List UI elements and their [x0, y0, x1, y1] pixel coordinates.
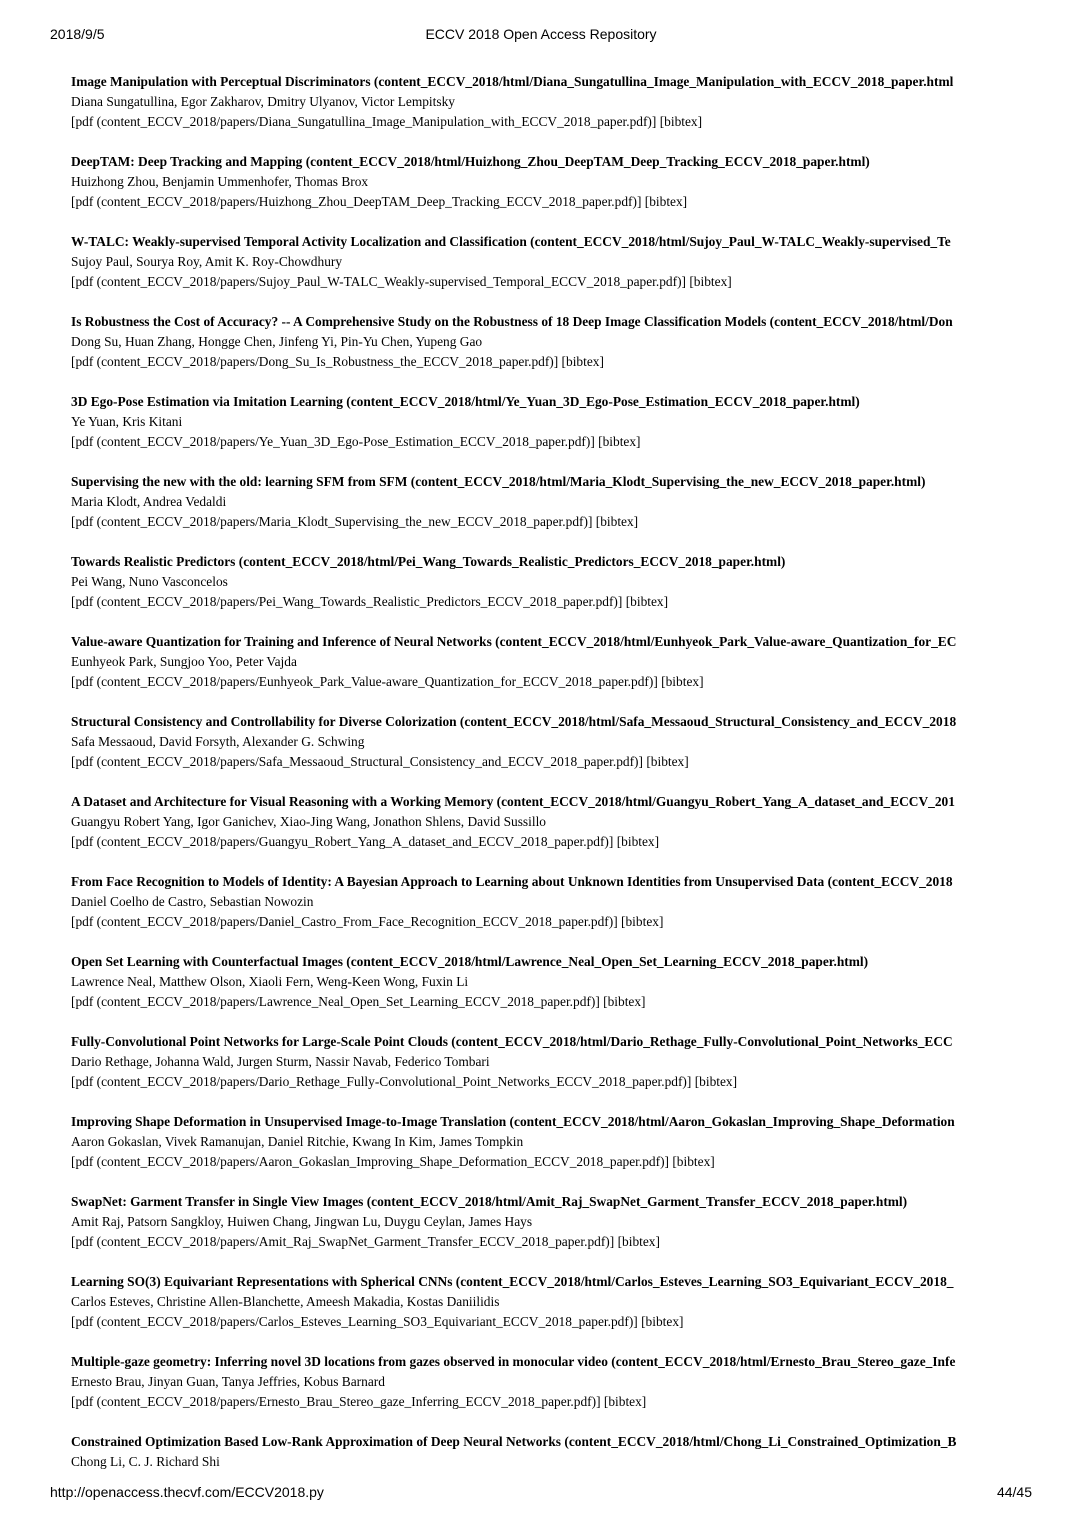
paper-authors: Eunhyeok Park, Sungjoo Yoo, Peter Vajda [71, 654, 297, 669]
paper-entry [71, 72, 1032, 152]
paper-title-link[interactable]: Supervising the new with the old: learning SFM from SFM (content_ECCV_2018/html/Maria_Klodt_Supervising_the_new_ECCV_2018_paper.html) [71, 474, 926, 489]
page-number: 44/45 [996, 1484, 1032, 1500]
paper-authors: Huizhong Zhou, Benjamin Ummenhofer, Thomas Brox [71, 174, 369, 189]
paper-title-link[interactable]: DeepTAM: Deep Tracking and Mapping (content_ECCV_2018/html/Huizhong_Zhou_DeepTAM_Deep_Tracking_ECCV_2018_paper.html) [71, 154, 870, 169]
paper-links[interactable]: [pdf (content_ECCV_2018/papers/Guangyu_Robert_Yang_A_dataset_and_ECCV_2018_paper.pdf)] [bibtex] [71, 834, 660, 849]
paper-entry [71, 552, 1032, 632]
paper-authors: Diana Sungatullina, Egor Zakharov, Dmitry Ulyanov, Victor Lempitsky [71, 94, 455, 109]
paper-title-link[interactable]: Fully-Convolutional Point Networks for Large-Scale Point Clouds (content_ECCV_2018/html/Dario_Rethage_Fully-Convolutional_Point_Networks_ECC [71, 1034, 953, 1049]
paper-authors: Guangyu Robert Yang, Igor Ganichev, Xiao-Jing Wang, Jonathon Shlens, David Sussillo [71, 814, 546, 829]
paper-title-link[interactable]: 3D Ego-Pose Estimation via Imitation Learning (content_ECCV_2018/html/Ye_Yuan_3D_Ego-Pose_Estimation_ECCV_2018_paper.html) [71, 394, 860, 409]
paper-authors: Dario Rethage, Johanna Wald, Jurgen Sturm, Nassir Navab, Federico Tombari [71, 1054, 490, 1069]
print-footer [50, 1484, 1032, 1504]
paper-entry [71, 152, 1032, 232]
paper-list [71, 72, 1032, 1512]
paper-links[interactable]: [pdf (content_ECCV_2018/papers/Aaron_Gokaslan_Improving_Shape_Deformation_ECCV_2018_paper.pdf)] [bibtex] [71, 1154, 715, 1169]
paper-entry [71, 872, 1032, 952]
paper-links[interactable]: [pdf (content_ECCV_2018/papers/Amit_Raj_SwapNet_Garment_Transfer_ECCV_2018_paper.pdf)] [bibtex] [71, 1234, 660, 1249]
paper-entry [71, 232, 1032, 312]
paper-title-link[interactable]: Constrained Optimization Based Low-Rank Approximation of Deep Neural Networks (content_ECCV_2018/html/Chong_Li_Constrained_Optimization_B [71, 1434, 957, 1449]
paper-links[interactable]: [pdf (content_ECCV_2018/papers/Maria_Klodt_Supervising_the_new_ECCV_2018_paper.pdf)] [bibtex] [71, 514, 639, 529]
paper-title-link[interactable]: Structural Consistency and Controllability for Diverse Colorization (content_ECCV_2018/html/Safa_Messaoud_Structural_Consistency_and_ECCV_2018 [71, 714, 957, 729]
paper-authors: Aaron Gokaslan, Vivek Ramanujan, Daniel Ritchie, Kwang In Kim, James Tompkin [71, 1134, 524, 1149]
paper-authors: Lawrence Neal, Matthew Olson, Xiaoli Fern, Weng-Keen Wong, Fuxin Li [71, 974, 469, 989]
paper-title-link[interactable]: SwapNet: Garment Transfer in Single View Images (content_ECCV_2018/html/Amit_Raj_SwapNet_Garment_Transfer_ECCV_2018_paper.html) [71, 1194, 908, 1209]
paper-entry [71, 632, 1032, 712]
paper-title-link[interactable]: Multiple-gaze geometry: Inferring novel 3D locations from gazes observed in monocular video (content_ECCV_2018/html/Ernesto_Brau_Stereo_gaze_Infe [71, 1354, 956, 1369]
paper-authors: Dong Su, Huan Zhang, Hongge Chen, Jinfeng Yi, Pin-Yu Chen, Yupeng Gao [71, 334, 483, 349]
paper-title-link[interactable]: Learning SO(3) Equivariant Representations with Spherical CNNs (content_ECCV_2018/html/Carlos_Esteves_Learning_SO3_Equivariant_ECCV_2018_ [71, 1274, 954, 1289]
paper-authors: Ye Yuan, Kris Kitani [71, 414, 183, 429]
paper-links[interactable]: [pdf (content_ECCV_2018/papers/Safa_Messaoud_Structural_Consistency_and_ECCV_2018_paper.pdf)] [bibtex] [71, 754, 689, 769]
paper-authors: Ernesto Brau, Jinyan Guan, Tanya Jeffries, Kobus Barnard [71, 1374, 385, 1389]
paper-title-link[interactable]: W-TALC: Weakly-supervised Temporal Activity Localization and Classification (content_ECCV_2018/html/Sujoy_Paul_W-TALC_Weakly-supervised_Te [71, 234, 951, 249]
paper-authors: Carlos Esteves, Christine Allen-Blanchette, Ameesh Makadia, Kostas Daniilidis [71, 1294, 500, 1309]
paper-links[interactable]: [pdf (content_ECCV_2018/papers/Ernesto_Brau_Stereo_gaze_Inferring_ECCV_2018_paper.pdf)] [bibtex] [71, 1394, 647, 1409]
paper-entry [71, 792, 1032, 872]
paper-entry [71, 712, 1032, 792]
paper-title-link[interactable]: A Dataset and Architecture for Visual Reasoning with a Working Memory (content_ECCV_2018/html/Guangyu_Robert_Yang_A_dataset_and_ECCV_201 [71, 794, 955, 809]
paper-title-link[interactable]: Value-aware Quantization for Training and Inference of Neural Networks (content_ECCV_2018/html/Eunhyeok_Park_Value-aware_Quantization_for_EC [71, 634, 957, 649]
paper-authors: Chong Li, C. J. Richard Shi [71, 1454, 220, 1469]
paper-links[interactable]: [pdf (content_ECCV_2018/papers/Huizhong_Zhou_DeepTAM_Deep_Tracking_ECCV_2018_paper.pdf)] [bibtex] [71, 194, 688, 209]
paper-links[interactable]: [pdf (content_ECCV_2018/papers/Dong_Su_Is_Robustness_the_ECCV_2018_paper.pdf)] [bibtex] [71, 354, 604, 369]
paper-links[interactable]: [pdf (content_ECCV_2018/papers/Lawrence_Neal_Open_Set_Learning_ECCV_2018_paper.pdf)] [bibtex] [71, 994, 646, 1009]
paper-entry [71, 312, 1032, 392]
paper-title-link[interactable]: Open Set Learning with Counterfactual Images (content_ECCV_2018/html/Lawrence_Neal_Open_Set_Learning_ECCV_2018_paper.html) [71, 954, 869, 969]
paper-authors: Daniel Coelho de Castro, Sebastian Nowozin [71, 894, 314, 909]
paper-entry [71, 1272, 1032, 1352]
paper-title-link[interactable]: Towards Realistic Predictors (content_ECCV_2018/html/Pei_Wang_Towards_Realistic_Predictors_ECCV_2018_paper.html) [71, 554, 786, 569]
paper-links[interactable]: [pdf (content_ECCV_2018/papers/Pei_Wang_Towards_Realistic_Predictors_ECCV_2018_paper.pdf)] [bibtex] [71, 594, 669, 609]
paper-links[interactable]: [pdf (content_ECCV_2018/papers/Sujoy_Paul_W-TALC_Weakly-supervised_Temporal_ECCV_2018_paper.pdf)] [bibtex] [71, 274, 732, 289]
paper-authors: Pei Wang, Nuno Vasconcelos [71, 574, 228, 589]
paper-links[interactable]: [pdf (content_ECCV_2018/papers/Diana_Sungatullina_Image_Manipulation_with_ECCV_2018_paper.pdf)] [bibtex] [71, 114, 703, 129]
paper-links[interactable]: [pdf (content_ECCV_2018/papers/Ye_Yuan_3D_Ego-Pose_Estimation_ECCV_2018_paper.pdf)] [bibtex] [71, 434, 641, 449]
paper-links[interactable]: [pdf (content_ECCV_2018/papers/Dario_Rethage_Fully-Convolutional_Point_Networks_ECCV_2018_paper.pdf)] [bibtex] [71, 1074, 738, 1089]
paper-title-link[interactable]: Is Robustness the Cost of Accuracy? -- A Comprehensive Study on the Robustness of 18 Deep Image Classification Models (content_ECCV_2018/html/Don [71, 314, 953, 329]
paper-title-link[interactable]: From Face Recognition to Models of Identity: A Bayesian Approach to Learning about Unknown Identities from Unsupervised Data (content_ECCV_2018 [71, 874, 953, 889]
paper-entry [71, 1112, 1032, 1192]
paper-authors: Maria Klodt, Andrea Vedaldi [71, 494, 227, 509]
paper-links[interactable]: [pdf (content_ECCV_2018/papers/Daniel_Castro_From_Face_Recognition_ECCV_2018_paper.pdf)] [bibtex] [71, 914, 664, 929]
paper-entry [71, 472, 1032, 552]
paper-entry [71, 1032, 1032, 1112]
paper-entry [71, 1192, 1032, 1272]
paper-authors: Sujoy Paul, Sourya Roy, Amit K. Roy-Chowdhury [71, 254, 343, 269]
paper-entry [71, 392, 1032, 472]
page-url: http://openaccess.thecvf.com/ECCV2018.py [50, 1484, 324, 1500]
paper-entry [71, 1352, 1032, 1432]
page-title: ECCV 2018 Open Access Repository [425, 26, 657, 42]
paper-entry [71, 952, 1032, 1032]
paper-links[interactable]: [pdf (content_ECCV_2018/papers/Carlos_Esteves_Learning_SO3_Equivariant_ECCV_2018_paper.pdf)] [bibtex] [71, 1314, 684, 1329]
paper-title-link[interactable]: Image Manipulation with Perceptual Discriminators (content_ECCV_2018/html/Diana_Sungatullina_Image_Manipulation_with_ECCV_2018_paper.html [71, 74, 954, 89]
print-date: 2018/9/5 [50, 26, 105, 42]
paper-title-link[interactable]: Improving Shape Deformation in Unsupervised Image-to-Image Translation (content_ECCV_2018/html/Aaron_Gokaslan_Improving_Shape_Deformation [71, 1114, 955, 1129]
print-header [50, 26, 1032, 46]
paper-links[interactable]: [pdf (content_ECCV_2018/papers/Eunhyeok_Park_Value-aware_Quantization_for_ECCV_2018_paper.pdf)] [bibtex] [71, 674, 704, 689]
paper-authors: Safa Messaoud, David Forsyth, Alexander G. Schwing [71, 734, 365, 749]
paper-authors: Amit Raj, Patsorn Sangkloy, Huiwen Chang, Jingwan Lu, Duygu Ceylan, James Hays [71, 1214, 533, 1229]
